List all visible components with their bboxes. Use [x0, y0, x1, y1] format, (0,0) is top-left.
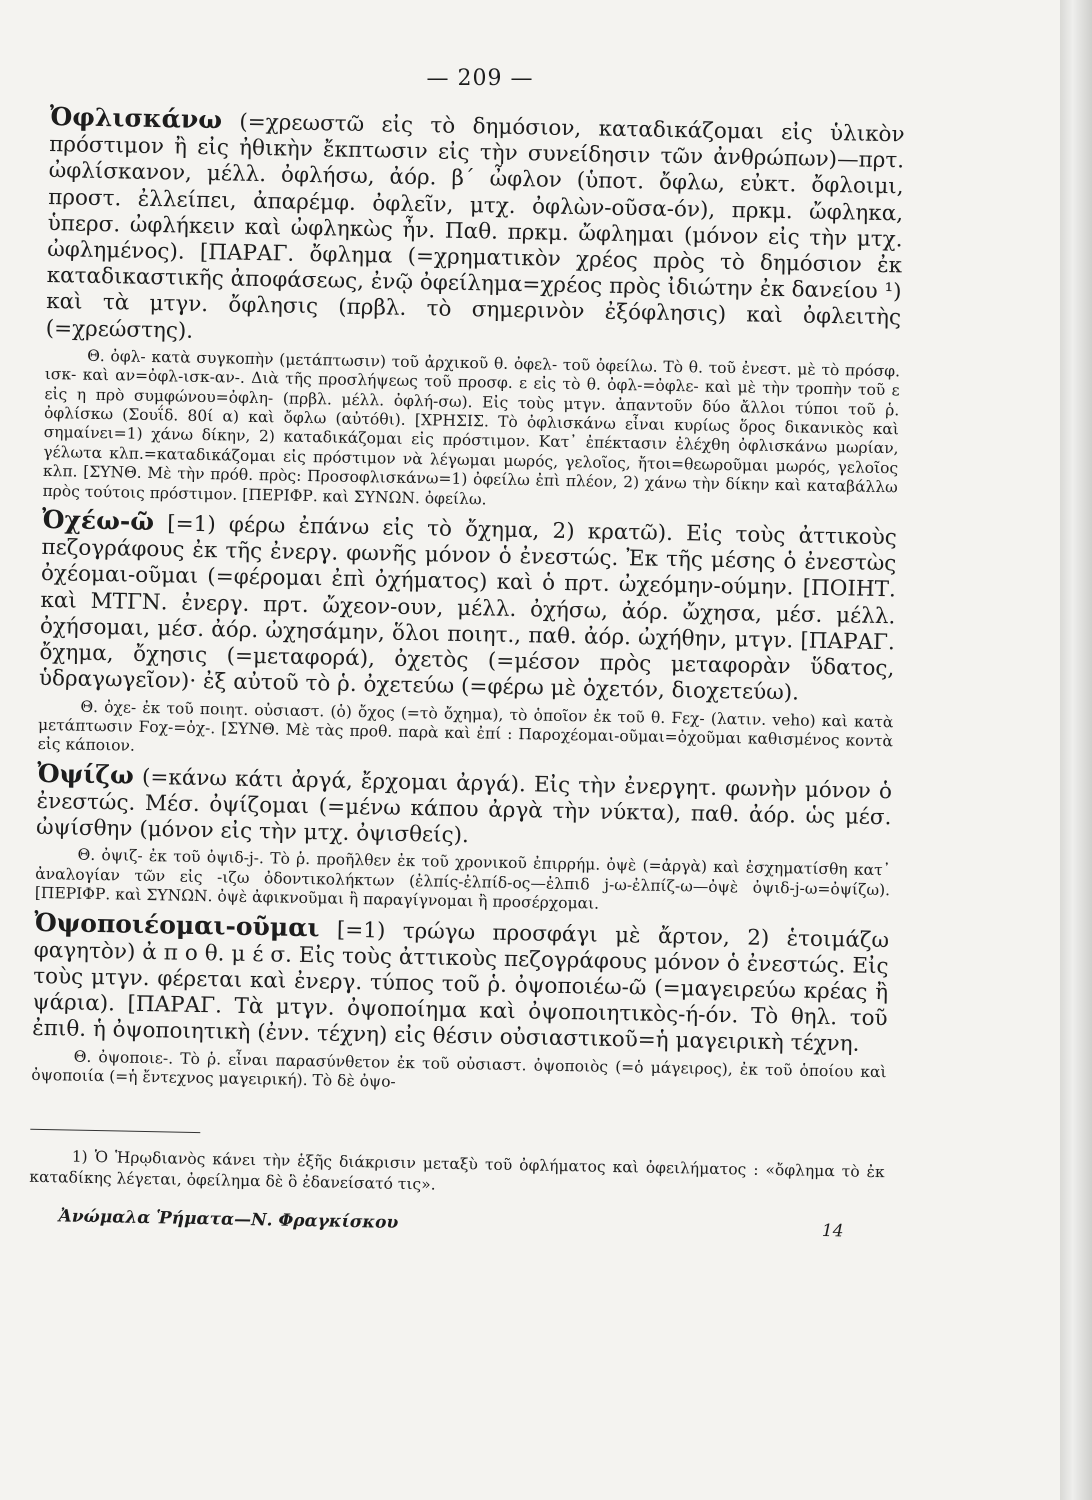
- entry-body: [=1) τρώγω προσφάγι μὲ ἄρτον, 2) ἑτοιμάζω φαγητὸν) ἀ π ο θ. μ έ σ. Εἰς τοὺς ἀττικοὺς πεζογράφους μόνον ὁ ἐνεστώς. Εἰς τοὺς μτγν. φέρεται καὶ ἐνεργ. τύπος τοῦ ῥ. ὀψοποιέω-ῶ (=μαγειρεύω κρέας ἢ ψάρια). [ΠΑΡΑΓ. Τὰ μτγν. ὀψοποίημα καὶ ὀψοποιητικὸς-ή-όν. Τὸ θηλ. τοῦ ἐπιθ. ἡ ὀψοποιητικὴ (ἐνν. τέχνη) εἰς θέσιν οὐσιαστικοῦ=ἡ μαγειρικὴ τέχνη.: [32, 916, 890, 1058]
- entry-lemma: Ὀψοποιέομαι-οῦμαι: [34, 907, 320, 942]
- footnote-divider: [30, 1129, 200, 1133]
- entry-body: (=κάνω κάτι ἀργά, ἔρχομαι ἀργά). Εἰς τὴν ἐνεργητ. φωνὴν μόνον ὁ ἐνεστώς. Μέσ. ὀψίζομαι (=μένω κάπου ἀργὰ τὴν νύκτα), παθ. ἀόρ. ὡς μέσ. ὠψίσθην (μόνον εἰς τὴν μτχ. ὀψισθείς).: [35, 764, 893, 849]
- entry-main-text: [39, 507, 897, 709]
- entry-etymology: Θ. ὀψιζ- ἐκ τοῦ ὀψιδ-j-. Τὸ ῥ. προῆλθεν ἐκ τοῦ χρονικοῦ ἐπιρρήμ. ὀψὲ (=ἀργὰ) καὶ ἐσχηματίσθη κατ᾽ ἀναλογίαν τῶν εἰς -ιζω ὀδοντικολήκτων (ἐλπίς-ἐλπίδ-ος—ἐλπιδ j-ω-ἐλπίζ-ω—ὀψὲ ὀψιδ-j-ω=ὀψίζω). [ΠΕΡΙΦΡ. καὶ ΣΥΝΩΝ. ὀψὲ ἀφικνοῦμαι ἢ παραγίγνομαι ἢ προσέρχομαι.: [34, 845, 891, 913]
- entry-body: (=χρεωστῶ εἰς τὸ δημόσιον, καταδικάζομαι εἰς ὑλικὸν πρόστιμον ἢ εἰς ἠθικὴν ἔκπτωσιν εἰς τὴν συνείδησιν τῶν ἀνθρώπων)—πρτ. ὠφλίσκανον, μέλλ. ὀφλήσω, ἀόρ. β΄ ὦφλον (ὑποτ. ὄφλω, εὐκτ. ὄφλοιμι, προστ. ἐλλείπει, ἀπαρέμφ. ὀφλεῖν, μτχ. ὀφλὼν-οῦσα-όν), πρκμ. ὤφληκα, ὑπερσ. ὠφλήκειν καὶ ὠφληκὼς ἦν. Παθ. πρκμ. ὤφλημαι (μόνον εἰς τὴν μτχ. ὠφλημένος). [ΠΑΡΑΓ. ὄφλημα (=χρηματικὸν χρέος πρὸς τὸ δημόσιον ἐκ καταδικαστικῆς ἀποφάσεως, ἐνῷ ὀφείλημα=χρέος πρὸς ἰδιώτην ἐκ δανείου ¹) καὶ τὰ μτγν. ὄφλησις (πρβλ. τὸ σημερινὸν ἐξόφλησις) καὶ ὀφλειτὴς (=χρεώστης).: [45, 109, 905, 344]
- entry-body: [=1) φέρω ἐπάνω εἰς τὸ ὄχημα, 2) κρατῶ). Εἰς τοὺς ἀττικοὺς πεζογράφους ἐκ τῆς ἐνεργ. φωνῆς μόνον ὁ ἐνεστώς. Ἐκ τῆς μέσης ὁ ἐνεστὼς ὀχέομαι-οῦμαι (=φέρομαι ἐπὶ ὀχήματος) καὶ ὁ πρτ. ὠχεόμην-ούμην. [ΠΟΙΗΤ. καὶ ΜΤΓΝ. ἐνεργ. πρτ. ὤχεον-ουν, μέλλ. ὀχήσω, ἀόρ. ὤχησα, μέσ. μέλλ. ὀχήσομαι, μέσ. ἀόρ. ὠχησάμην, ὅλοι ποιητ., παθ. ἀόρ. ὠχήθην, μτγν. [ΠΑΡΑΓ. ὄχημα, ὄχησις (=μεταφορά), ὀχετὸς (=μέσον πρὸς μεταφορὰν ὕδατος, ὑδραγωγεῖον)· ἐξ αὐτοῦ τὸ ῥ. ὀχετεύω (=φέρω μὲ ὀχετόν, διοχετεύω).: [38, 511, 898, 706]
- page-number: — 209 —: [426, 66, 534, 91]
- entry-etymology: Θ. ὀχε- ἐκ τοῦ ποιητ. οὐσιαστ. (ὁ) ὄχος (=τὸ ὄχημα), τὸ ὁποῖον ἐκ τοῦ θ. Ϝεχ- (λατιν. veho) καὶ κατὰ μετάπτωσιν Ϝοχ-=ὀχ-. [ΣΥΝΘ. Μὲ τὰς προθ. παρὰ καὶ ἐπί : Παροχέομαι-οῦμαι=ὀχοῦμαι καθισμένος κοντὰ εἰς κάποιον.: [37, 697, 894, 756]
- entry-etymology: Θ. ὀψοποιε-. Τὸ ῥ. εἶναι παρασύνθετον ἐκ τοῦ οὐσιαστ. ὀψοποιὸς (=ὁ μάγειρος), ἐκ τοῦ ὁποίου καὶ ὀψοποιία (=ἡ ἔντεχνος μαγειρική). Τὸ δὲ ὀψο-: [31, 1047, 887, 1091]
- entry-lemma: Ὀχέω-ῶ: [41, 505, 155, 537]
- book-signature: Ἀνώμαλα Ῥήματα—Ν. Φραγκίσκου: [58, 1206, 399, 1233]
- sheet-number: 14: [821, 1220, 844, 1242]
- page-edge: [1060, 0, 1092, 1500]
- entry-main-text: [32, 909, 889, 1058]
- entry-opsizo: [34, 758, 893, 920]
- entry-opsopoieomai: [31, 909, 889, 1101]
- entry-main-text: [45, 104, 904, 358]
- footnote: 1) Ὁ Ἡρῳδιανὸς κάνει τὴν ἑξῆς διάκρισιν μεταξὺ τοῦ ὀφλήματος καὶ ὀφειλήματος : «ὄφλημα τὸ ἐκ καταδίκης λέγεται, ὀφείλημα δὲ ὃ ἐδανείσατό τις».: [29, 1147, 885, 1194]
- dictionary-content: [28, 104, 904, 1242]
- entry-lemma: Ὀφλισκάνω: [49, 102, 223, 135]
- entry-main-text: [35, 758, 893, 858]
- entry-lemma: Ὀψίζω: [36, 758, 135, 790]
- entry-ofliskano: [42, 104, 904, 517]
- page-footer: [28, 1206, 883, 1242]
- entry-etymology: Θ. ὀφλ- κατὰ συγκοπὴν (μετάπτωσιν) τοῦ ἀρχικοῦ θ. ὀφελ- τοῦ ὀφείλω. Τὸ θ. τοῦ ἐνεστ. μὲ τὸ πρόσφ. ισκ- καὶ αν=ὀφλ-ισκ-αν-. Διὰ τῆς προσλήψεως τοῦ προσφ. ε εἰς τὸ θ. ὀφλ-=ὀφλε- καὶ μὲ τὴν τροπὴν τοῦ ε εἰς η πρὸ συμφώνου=ὀφλη- (πρβλ. μέλλ. ὀφλή-σω). Εἰς τοὺς μτγν. ἀπαντοῦν δύο ἄλλοι τύποι τοῦ ῥ. ὀφλίσκω (Σουΐδ. 80ί α) καὶ ὄφλω (αὐτόθι). [ΧΡΗΣΙΣ. Τὸ ὀφλισκάνω εἶναι κυρίως ὅρος δικανικὸς καὶ σημαίνει=1) χάνω δίκην, 2) καταδικάζομαι εἰς πρόστιμον. Κατ᾽ ἐπέκτασιν ἐλέχθη ὀφλισκάνω μωρίαν, γέλωτα κλπ.=καταδικάζομαι εἰς πρόστιμον νὰ λέγωμαι μωρός, γελοῖος, ἤτοι=θεωροῦμαι μωρός, γελοῖος κλπ. [ΣΥΝΘ. Μὲ τὴν πρόθ. πρὸς: Προσοφλισκάνω=1) ὀφείλω ἐπὶ πλέον, 2) χάνω τὴν δίκην καὶ καταβάλλω πρὸς τούτοις πρόστιμον. [ΠΕΡΙΦΡ. καὶ ΣΥΝΩΝ. ὀφείλω.: [42, 346, 901, 509]
- entry-ocheo: [38, 507, 898, 771]
